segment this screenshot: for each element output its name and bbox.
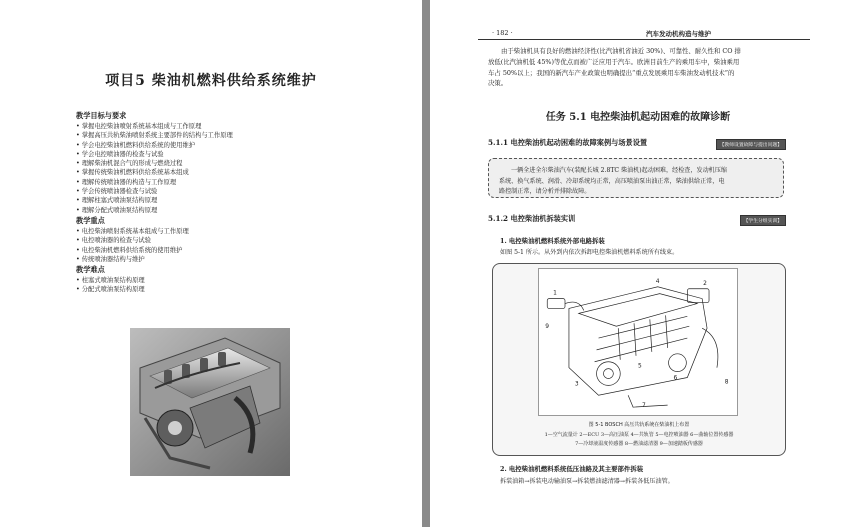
intro-line: 由于柴油机具有良好的燃油经济性(比汽油机省油近 30%)、可靠性、耐久性和 CO 排 xyxy=(501,47,741,55)
goal-item: • 学会电控喷油器的检查与试验 xyxy=(76,150,376,159)
book-title: 汽车发动机构造与维护 xyxy=(646,30,711,38)
intro-line: 车占 50%以上；我国的新汽车产业政策也明确提出“重点发展乘用车柴油发动机技术”的 xyxy=(488,68,735,77)
goal-item: • 传统喷油器结构与维护 xyxy=(76,255,376,264)
section-title: 5.1.2 电控柴油机拆装实训 xyxy=(488,214,576,223)
figure-callout-2: 2 xyxy=(703,280,707,287)
figure-callout-3: 3 xyxy=(574,381,579,388)
step2-title: 2. 电控柴油机燃料系统低压油路及其主要部件拆装 xyxy=(500,465,644,473)
engine-photo xyxy=(130,328,290,476)
section-5-1-1 xyxy=(488,138,786,148)
goal-item: • 电控柴油喷射系统基本组成与工作原理 xyxy=(76,227,376,236)
case-line: 路控制正常，请分析并排除故障。 xyxy=(499,188,591,195)
running-header xyxy=(478,27,810,40)
figure-title: 图 5-1 BOSCH 高压共轨系统在柴油机上布置 xyxy=(588,422,690,428)
goal-item: • 掌握传统柴油机燃料供给系统基本组成 xyxy=(76,168,376,177)
goal-item: • 理解柱塞式喷油泵结构原理 xyxy=(76,196,376,205)
teaching-goals xyxy=(76,110,376,295)
figure-callout-6: 6 xyxy=(673,375,678,382)
goal-item: • 学会传统喷油器检查与试验 xyxy=(76,187,376,196)
goal-item: • 掌握高压共轨柴油喷射系统主要部件的结构与工作原理 xyxy=(76,131,376,140)
intro-line: 放低(比汽油机低 45%)等优点而被广泛应用于汽车。欧洲目前生产的乘用车中，柴油乘用 xyxy=(488,57,740,66)
left-page xyxy=(0,0,422,527)
goal-item: • 分配式喷油泵结构原理 xyxy=(76,285,376,294)
goal-item: • 理解传统喷油器的构造与工作原理 xyxy=(76,178,376,187)
step2-text: 拆装油箱→拆装电动输油泵→拆装燃油滤清器→拆装各低压油管。 xyxy=(500,478,674,485)
figure-callout-4: 4 xyxy=(655,278,660,285)
goal-group-heading: 教学重点 xyxy=(76,215,105,225)
intro-line: 决策。 xyxy=(488,79,508,88)
goal-item: • 电控喷油器的检查与试验 xyxy=(76,236,376,245)
section-title: 5.1.1 电控柴油机起动困难的故障案例与场景设置 xyxy=(488,138,648,147)
goal-item: • 电控柴油机燃料供给系统的使用维护 xyxy=(76,246,376,255)
intro-paragraph xyxy=(488,46,786,89)
goal-item: • 理解柴油机混合气的形成与燃烧过程 xyxy=(76,159,376,168)
step1-text: 如图 5-1 所示。从外到内依次拆卸电控柴油机燃料系统所有线束。 xyxy=(500,249,679,256)
task-title: 任务 5.1 电控柴油机起动困难的故障诊断 xyxy=(545,112,731,123)
goal-item: • 柱塞式喷油泵结构原理 xyxy=(76,276,376,285)
goal-group-heading: 教学目标与要求 xyxy=(76,111,127,120)
figure-callout-1: 1 xyxy=(553,290,557,297)
case-line: 一辆全进全尔柴油汽车(装配长城 2.8TC 柴油机)起动困难，经检查，发动机压缩 xyxy=(511,167,727,174)
chapter-title: 项目5 柴油机燃料供给系统维护 xyxy=(105,73,317,89)
goal-group-heading: 教学难点 xyxy=(76,265,105,275)
figure-callout-8: 8 xyxy=(724,379,729,386)
case-scenario-box xyxy=(488,158,784,198)
step1-title: 1. 电控柴油机燃料系统外部电路拆装 xyxy=(500,237,605,245)
figure-callout-9: 9 xyxy=(545,324,550,331)
figure-callout-7: 7 xyxy=(641,403,646,410)
engine-diagram xyxy=(538,268,738,416)
goal-item: • 掌握电控柴油喷射系统基本组成与工作原理 xyxy=(76,122,376,131)
figure-legend-line1: 1—空气流量计 2—ECU 3—高压油泵 4—共轨管 5—电控喷油器 6—曲轴位置传感器 xyxy=(544,432,734,438)
section-tag: 【教师设置故障与提出问题】 xyxy=(716,139,786,150)
figure-callout-5: 5 xyxy=(638,363,642,370)
goal-item: • 理解分配式喷油泵结构原理 xyxy=(76,206,376,215)
page-number: · 182 · xyxy=(492,29,513,37)
figure-legend-line2: 7—冷却液温度传感器 8—燃油滤清器 9—加速踏板传感器 xyxy=(575,441,703,447)
goal-item: • 学会电控柴油机燃料供给系统的使用维护 xyxy=(76,141,376,150)
case-line: 系统、换气系统、润滑、冷却系统均正常，高压喷油泵出油正常，柴油供给正常，电 xyxy=(499,177,725,185)
section-tag: 【学生分组实训】 xyxy=(740,215,786,226)
section-5-1-2 xyxy=(488,214,786,224)
